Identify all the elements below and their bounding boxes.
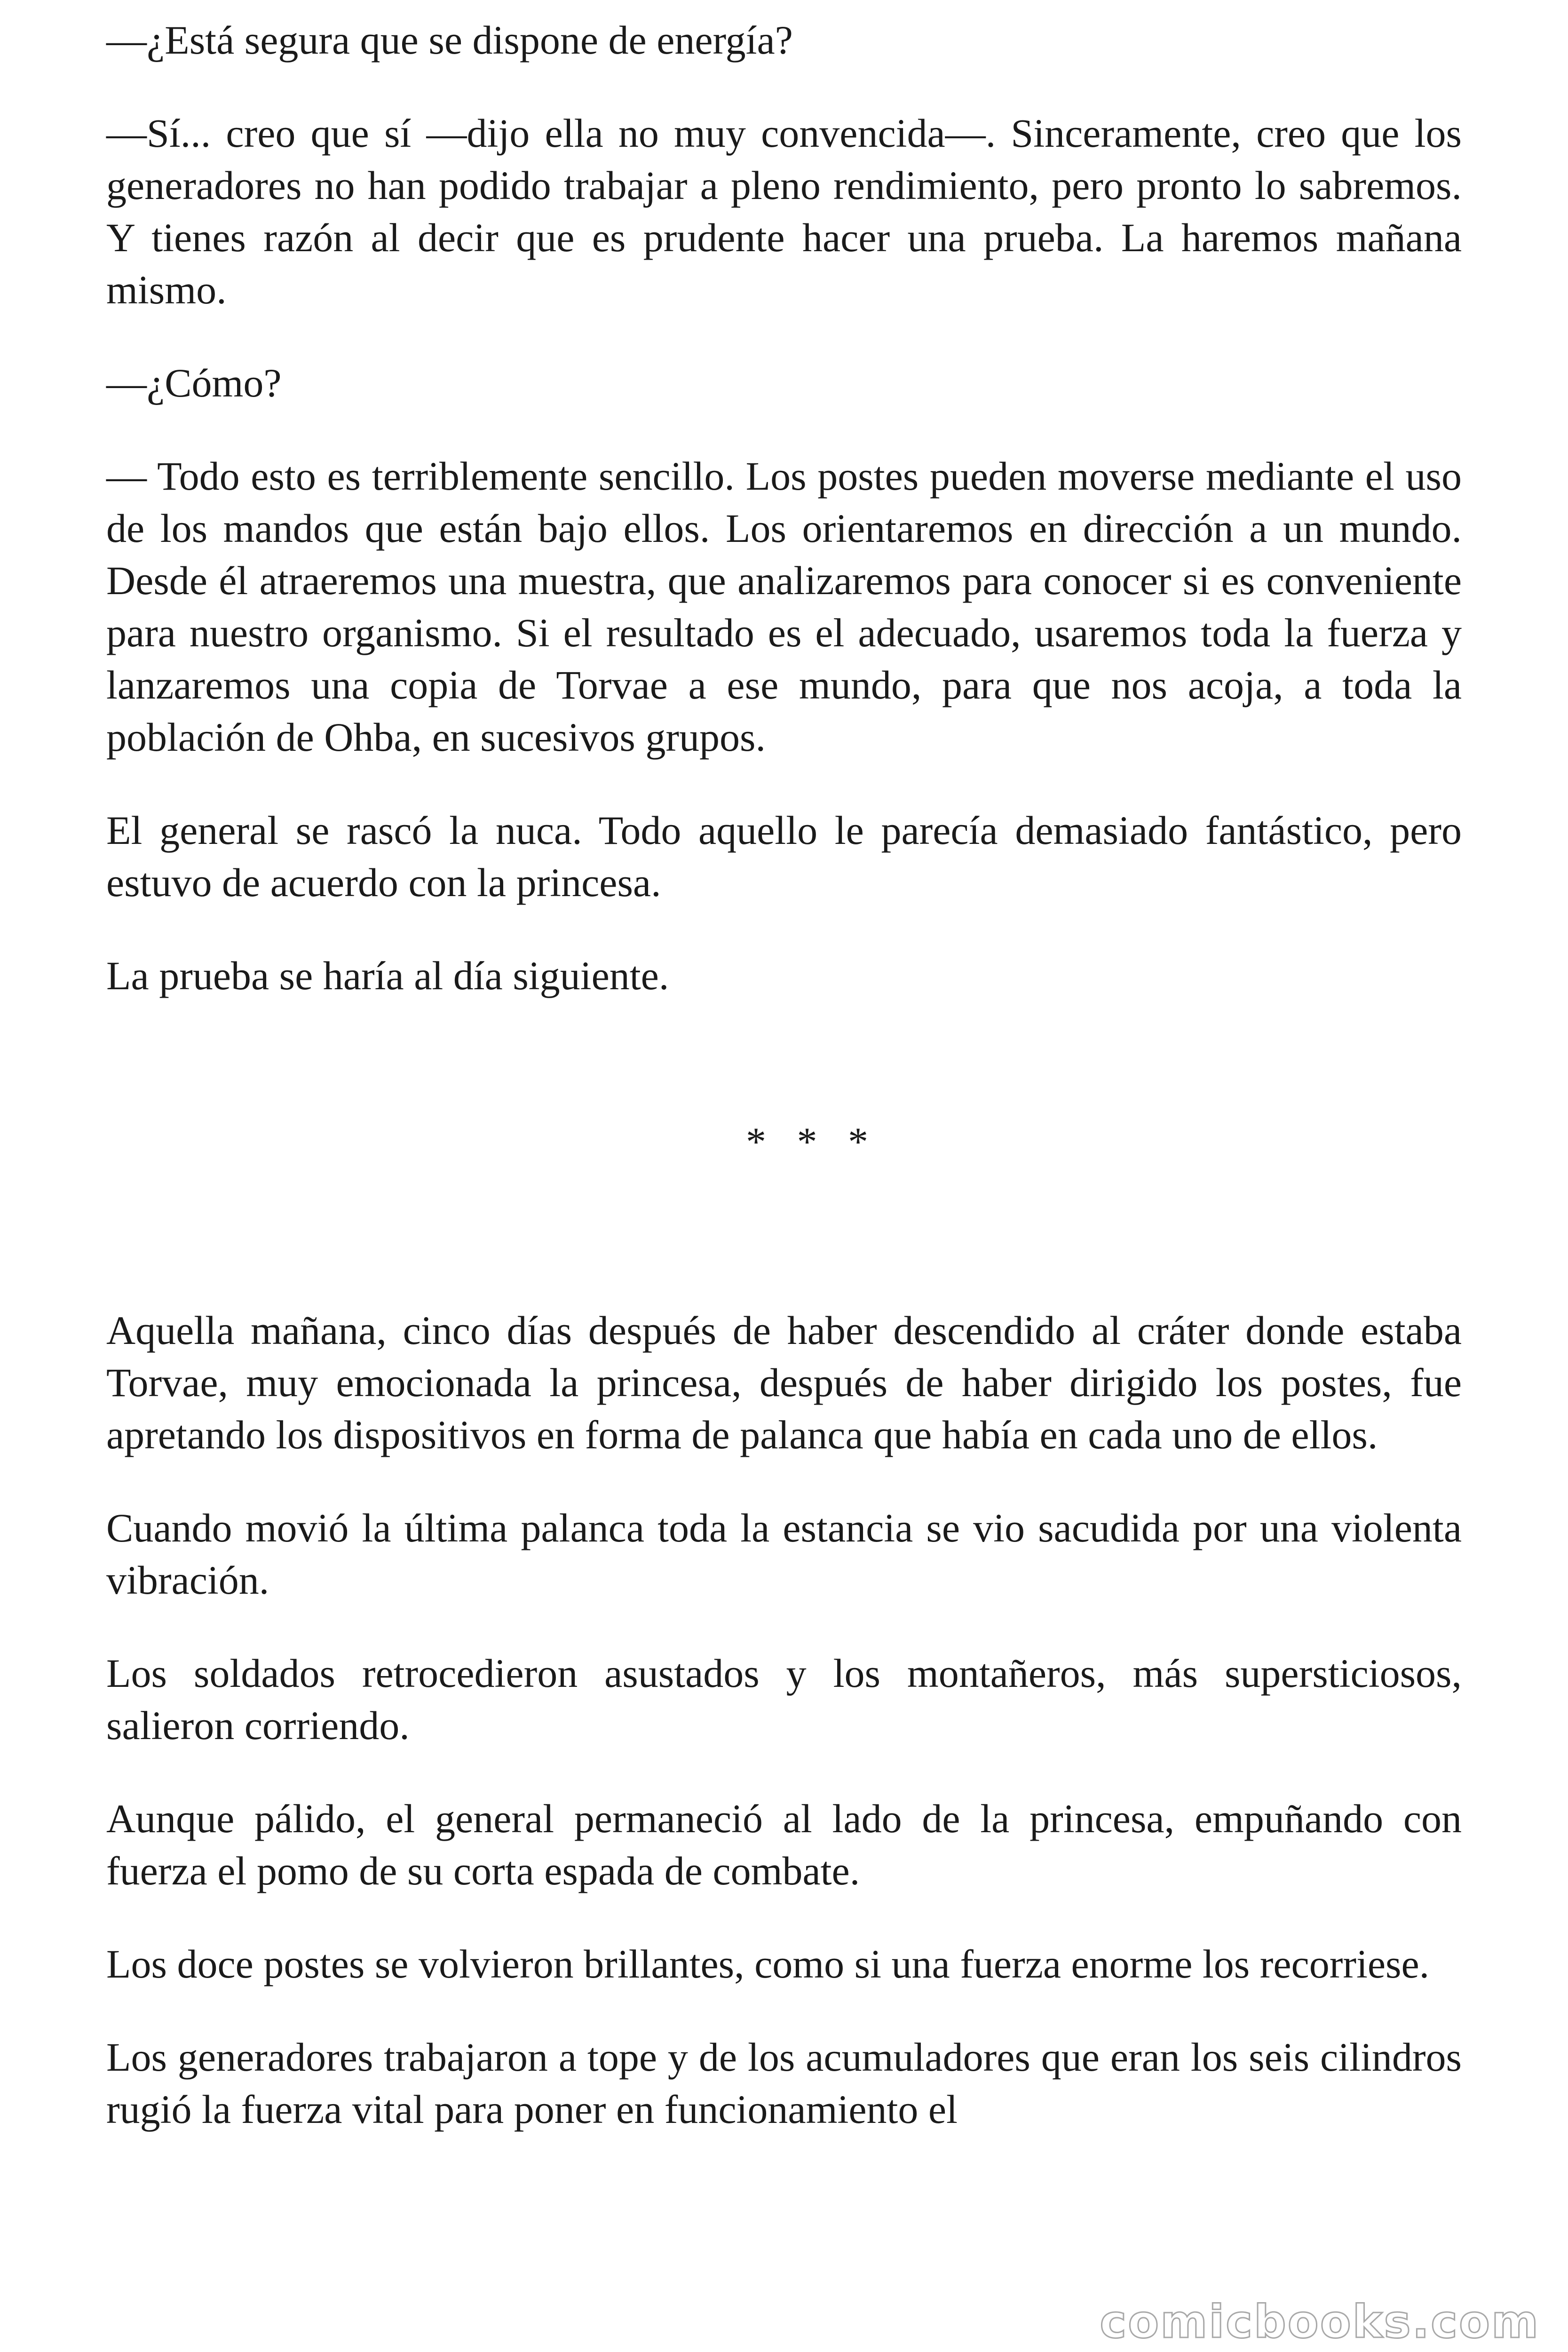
paragraph: — Todo esto es terriblemente sencillo. Los postes pueden moverse mediante el uso de los mandos que están bajo ellos. Los orientaremos en dirección a un mundo. Desde él atraeremos una muestra, que analizaremos para conocer si es conveniente para nuestro organismo. Si el resultado es el adecuado, usaremos toda la fuerza y lanzaremos una copia de Torvae a ese mundo, para que nos acoja, a toda la población de Ohba, en sucesivos grupos. (106, 453, 1462, 760)
paragraph: El general se rascó la nuca. Todo aquello le parecía demasiado fantástico, pero estuvo de acuerdo con la princesa. (106, 808, 1462, 905)
paragraph: Los doce postes se volvieron brillantes, como si una fuerza enorme los recorriese. (106, 1941, 1430, 1986)
book-page (106, 14, 1462, 2177)
section-separator: * * * (746, 1119, 879, 1164)
paragraph: La prueba se haría al día siguiente. (106, 953, 669, 998)
paragraph: Aunque pálido, el general permaneció al lado de la princesa, empuñando con fuerza el pomo de su corta espada de combate. (106, 1796, 1462, 1893)
paragraph: Los soldados retrocedieron asustados y los montañeros, más supersticiosos, salieron corriendo. (106, 1651, 1462, 1748)
paragraph: —¿Cómo? (106, 360, 282, 405)
site-watermark: comicbooks.com (1100, 2296, 1540, 2348)
paragraph: Cuando movió la última palanca toda la estancia se vio sacudida por una violenta vibración. (106, 1505, 1462, 1603)
paragraph: —Sí... creo que sí —dijo ella no muy convencida—. Sinceramente, creo que los generadores no han podido trabajar a pleno rendimiento, pero pronto lo sabremos. Y tienes razón al decir que es prudente hacer una prueba. La haremos mañana mismo. (106, 111, 1462, 312)
paragraph: —¿Está segura que se dispone de energía? (106, 17, 793, 63)
paragraph: Los generadores trabajaron a tope y de los acumuladores que eran los seis cilindros rugió la fuerza vital para poner en funcionamiento el (106, 2034, 1462, 2132)
paragraph: Aquella mañana, cinco días después de haber descendido al cráter donde estaba Torvae, muy emocionada la princesa, después de haber dirigido los postes, fue apretando los dispositivos en forma de palanca que había en cada uno de ellos. (106, 1308, 1462, 1457)
